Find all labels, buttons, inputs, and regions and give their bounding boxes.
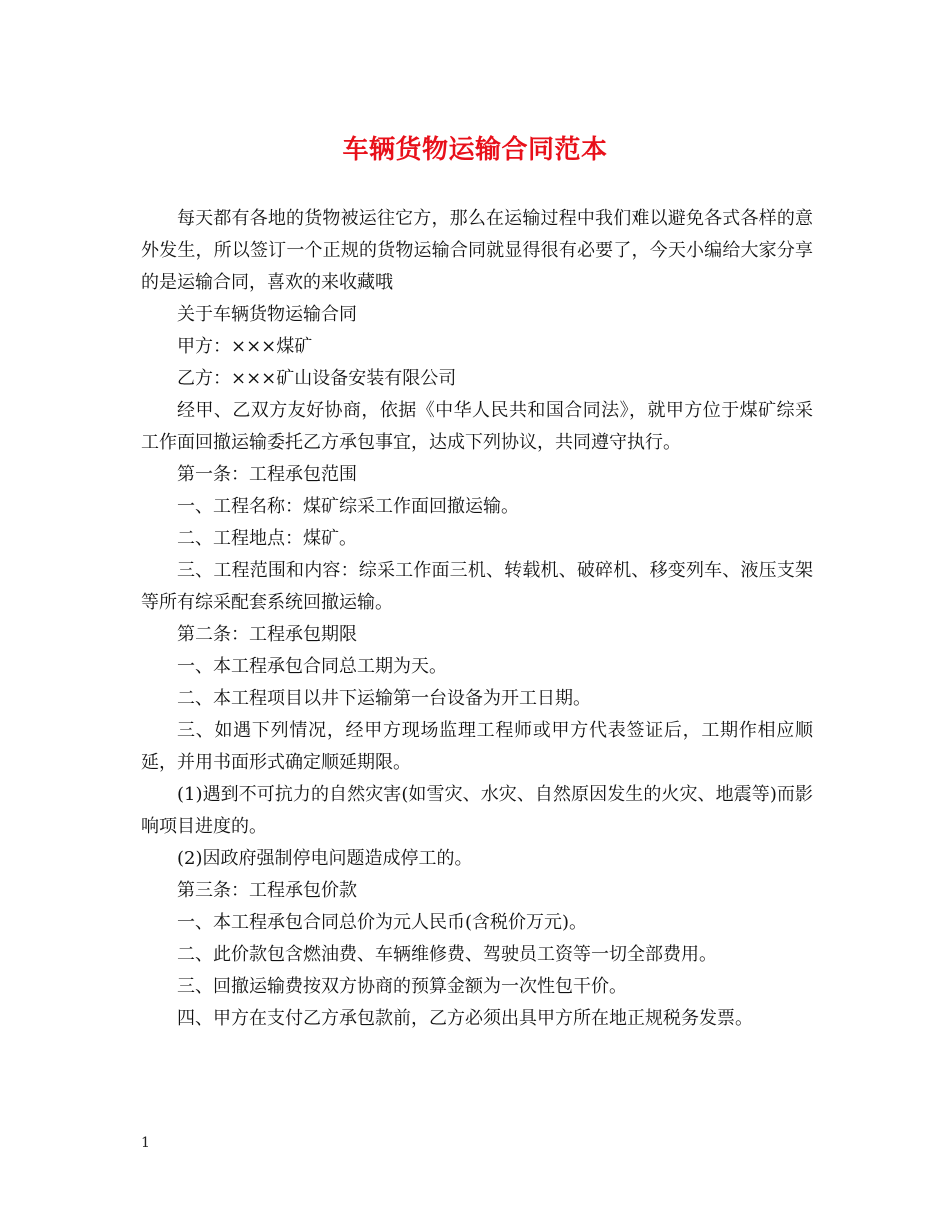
paragraph-intro: 每天都有各地的货物被运往它方，那么在运输过程中我们难以避免各式各样的意外发生，所以签订一个正规的货物运输合同就显得很有必要了，今天小编给大家分享的是运输合同，喜欢的来收藏哦 <box>141 208 813 293</box>
section-heading-3: 第三条：工程承包价款 <box>177 880 357 901</box>
clause-item: 一、工程名称：煤矿综采工作面回撤运输。 <box>177 496 519 517</box>
paragraph-party-b: 乙方：×××矿山设备安装有限公司 <box>177 368 457 389</box>
section-heading-1: 第一条：工程承包范围 <box>177 464 357 485</box>
clause-item: 二、本工程项目以井下运输第一台设备为开工日期。 <box>177 688 591 709</box>
clause-item: 三、工程范围和内容：综采工作面三机、转载机、破碎机、移变列车、液压支架等所有综采配套系统回撤运输。 <box>141 560 813 613</box>
clause-item: 四、甲方在支付乙方承包款前，乙方必须出具甲方所在地正规税务发票。 <box>177 1008 753 1029</box>
clause-item: 一、本工程承包合同总工期为天。 <box>177 656 447 677</box>
document-title: 车辆货物运输合同范本 <box>342 135 608 165</box>
paragraph-subject: 关于车辆货物运输合同 <box>177 304 357 325</box>
clause-item: 一、本工程承包合同总价为元人民币(含税价万元)。 <box>177 912 588 933</box>
clause-item: 二、工程地点：煤矿。 <box>177 528 357 549</box>
section-heading-2: 第二条：工程承包期限 <box>177 624 357 645</box>
clause-item: 三、回撤运输费按双方协商的预算金额为一次性包干价。 <box>177 976 627 997</box>
clause-subitem: (2)因政府强制停电问题造成停工的。 <box>177 848 473 869</box>
clause-subitem: (1)遇到不可抗力的自然灾害(如雪灾、水灾、自然原因发生的火灾、地震等)而影响项目进度的。 <box>141 784 813 837</box>
paragraph-agreement: 经甲、乙双方友好协商，依据《中华人民共和国合同法》，就甲方位于煤矿综采工作面回撤运输委托乙方承包事宜，达成下列协议，共同遵守执行。 <box>141 400 813 453</box>
clause-item: 二、此价款包含燃油费、车辆维修费、驾驶员工资等一切全部费用。 <box>177 944 717 965</box>
document-body <box>141 203 813 1035</box>
clause-item: 三、如遇下列情况，经甲方现场监理工程师或甲方代表签证后，工期作相应顺延，并用书面形式确定顺延期限。 <box>141 720 813 773</box>
paragraph-party-a: 甲方：×××煤矿 <box>177 336 313 357</box>
page-number: 1 <box>141 1135 150 1151</box>
